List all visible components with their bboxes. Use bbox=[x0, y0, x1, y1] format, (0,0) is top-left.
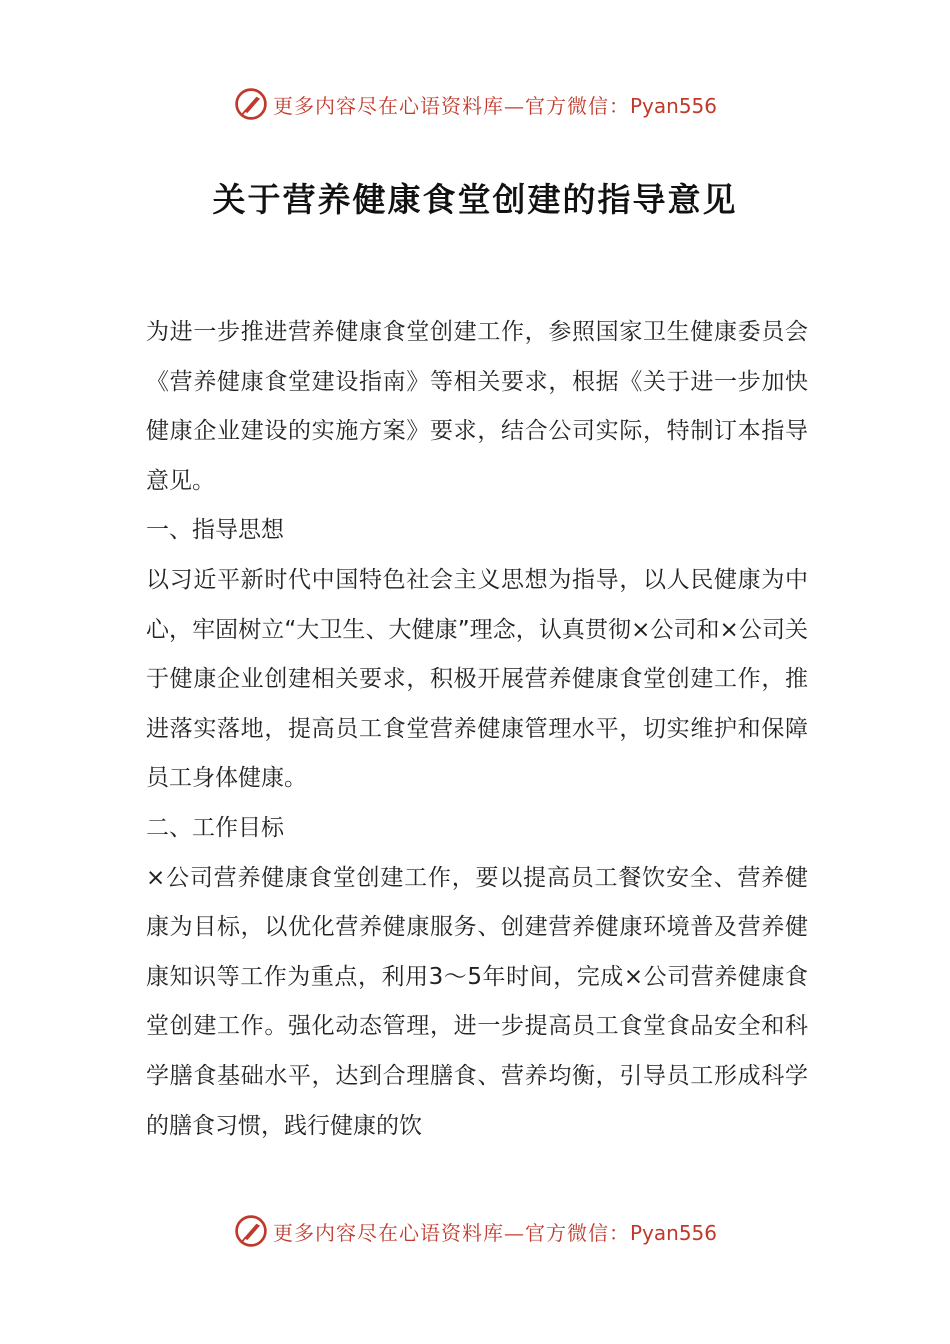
paragraph-work-goals: ×公司营养健康食堂创建工作，要以提高员工餐饮安全、营养健康为目标，以优化营养健康服务、创建营养健康环境普及营养健康知识等工作为重点，利用3～5年时间，完成×公司营养健康食堂创建工作。强化动态管理，进一步提高员工食堂食品安全和科学膳食基础水平，达到合理膳食、营养均衡，引导员工形成科学的膳食习惯，践行健康的饮 bbox=[146, 864, 808, 1139]
quill-logo-icon bbox=[233, 86, 269, 122]
document-body bbox=[146, 308, 808, 1151]
section-heading-1: 一、指导思想 bbox=[146, 517, 284, 544]
watermark-text: 更多内容尽在心语资料库—官方微信：Pyan556 bbox=[272, 1220, 717, 1245]
paragraph-guiding-ideology: 以习近平新时代中国特色社会主义思想为指导，以人民健康为中心，牢固树立“大卫生、大健康”理念，认真贯彻×公司和×公司关于健康企业创建相关要求，积极开展营养健康食堂创建工作，推进落实落地，提高员工食堂营养健康管理水平，切实维护和保障员工身体健康。 bbox=[146, 566, 808, 792]
watermark-text: 更多内容尽在心语资料库—官方微信：Pyan556 bbox=[272, 93, 717, 118]
watermark-banner-bottom bbox=[0, 1211, 950, 1251]
section-heading-2: 二、工作目标 bbox=[146, 814, 284, 841]
watermark-banner-top bbox=[0, 84, 950, 124]
document-title: 关于营养健康食堂创建的指导意见 bbox=[212, 180, 738, 219]
quill-logo-icon bbox=[233, 1213, 269, 1249]
paragraph-intro: 为进一步推进营养健康食堂创建工作，参照国家卫生健康委员会《营养健康食堂建设指南》等相关要求，根据《关于进一步加快健康企业建设的实施方案》要求，结合公司实际，特制订本指导意见。 bbox=[146, 319, 808, 494]
